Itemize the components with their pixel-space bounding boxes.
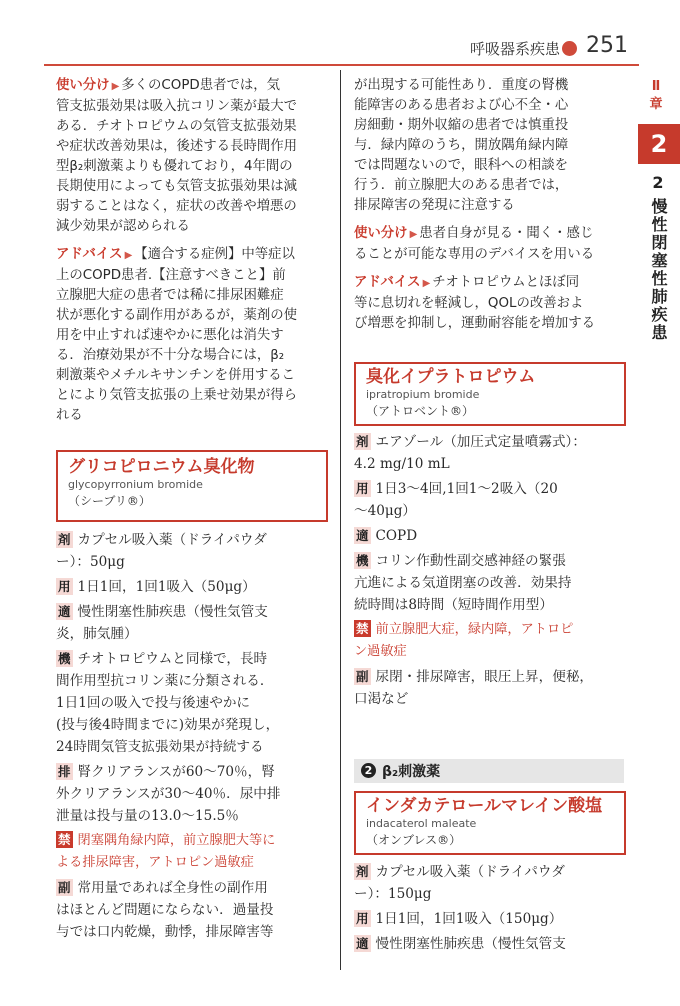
chapter-title-text: 慢性閉塞性肺疾患 bbox=[649, 198, 668, 342]
item-line: 24時間気管支拡張効果が持続する bbox=[56, 739, 264, 755]
item-tag: 用 bbox=[356, 911, 369, 926]
text-line: び増悪を抑制し，運動耐容能を増加する bbox=[354, 316, 596, 331]
header-dot-icon bbox=[562, 41, 577, 56]
text-line: 患者自身が見る・聞く・感じ bbox=[419, 226, 594, 241]
text-line: 房細動・期外収縮の患者では慎重投 bbox=[354, 118, 569, 133]
chapter-title-num: 2 bbox=[652, 173, 664, 192]
text-line: 【適合する症例】中等症以 bbox=[134, 247, 295, 262]
advice-paragraph bbox=[354, 273, 630, 334]
drug-item bbox=[56, 648, 332, 758]
page-number: 251 bbox=[586, 33, 628, 58]
text-line: る．治療効果が不十分な場合には，β₂ bbox=[56, 348, 285, 363]
drug-items bbox=[56, 529, 332, 943]
para-label: アドバイス bbox=[354, 275, 421, 290]
item-line: COPD bbox=[375, 528, 418, 544]
continued-paragraph bbox=[354, 76, 630, 216]
right-column-lower bbox=[354, 791, 630, 958]
text-line: 能障害のある患者および心不全・心 bbox=[354, 98, 569, 113]
drug-item bbox=[56, 830, 332, 874]
drug-item bbox=[56, 761, 332, 827]
item-line: 〜40μg） bbox=[354, 503, 417, 519]
item-line: コリン作動性副交感神経の緊張 bbox=[375, 553, 566, 569]
left-column bbox=[56, 76, 332, 946]
item-line: 泄量は投与量の13.0〜15.5％ bbox=[56, 808, 239, 824]
item-line: ー）：50μg bbox=[56, 554, 125, 570]
item-line: 口渇など bbox=[354, 691, 409, 707]
chapter-part-label: Ⅱ章 bbox=[649, 79, 663, 112]
drug-brand: （オンブレス®） bbox=[366, 833, 462, 847]
text-line: 立腺肥大症の患者では稀に排尿困難症 bbox=[56, 288, 284, 303]
item-line: 続時間は8時間（短時間作用型） bbox=[354, 597, 553, 613]
drug-items bbox=[354, 861, 630, 955]
text-line: 等に息切れを軽減し，QOLの改善およ bbox=[354, 296, 584, 311]
text-line: 与．緑内障のうち，開放隅角緑内障 bbox=[354, 138, 569, 153]
item-line: 亢進による気道閉塞の改善．効果持 bbox=[354, 575, 572, 591]
item-line: 常用量であれば全身性の副作用 bbox=[77, 880, 268, 896]
para-label: 使い分け bbox=[354, 226, 408, 241]
item-tag: 禁 bbox=[58, 832, 71, 847]
item-line: (投与後4時間までに)効果が発現し， bbox=[56, 717, 280, 733]
text-line: では問題ないので，眼科への相談を bbox=[354, 158, 568, 173]
item-line: 1日3〜4回,1回1〜2吸入（20 bbox=[375, 481, 558, 497]
item-tag: 副 bbox=[58, 880, 71, 895]
drug-item bbox=[354, 478, 630, 522]
text-line: チオトロピウムとほぼ同 bbox=[432, 275, 580, 290]
drug-item bbox=[56, 877, 332, 943]
item-tag: 機 bbox=[58, 651, 71, 666]
drug-name-en: glycopyrronium bromide bbox=[68, 478, 203, 491]
drug-item bbox=[56, 601, 332, 645]
item-line: 慢性閉塞性肺疾患（慢性気管支 bbox=[375, 936, 566, 952]
drug-item bbox=[56, 576, 332, 598]
drug-brand: （アトロベント®） bbox=[366, 404, 475, 418]
item-line: 4.2 mg/10 mL bbox=[354, 456, 450, 472]
item-line: チオトロピウムと同様で，長時 bbox=[77, 651, 268, 667]
text-line: ることが可能な専用のデバイスを用いる bbox=[354, 247, 595, 262]
drug-item bbox=[354, 550, 630, 616]
running-header-section: 呼吸器系疾患 bbox=[470, 40, 561, 58]
item-tag: 用 bbox=[58, 579, 71, 594]
section-title: β₂刺激薬 bbox=[382, 764, 441, 780]
drug-name-ja: グリコピロニウム臭化物 bbox=[68, 457, 255, 477]
item-tag: 剤 bbox=[356, 434, 369, 449]
item-line: ン過敏症 bbox=[354, 644, 407, 659]
item-tag: 適 bbox=[58, 604, 71, 619]
item-line: 尿閉・排尿障害，眼圧上昇，便秘， bbox=[375, 669, 594, 685]
para-label: 使い分け bbox=[56, 78, 110, 93]
item-tag: 副 bbox=[356, 669, 369, 684]
text-line: 多くのCOPD患者では，気 bbox=[121, 78, 281, 93]
item-line: 閉塞隅角緑内障，前立腺肥大等に bbox=[77, 833, 276, 848]
item-line: 腎クリアランスが60〜70％，腎 bbox=[77, 764, 275, 780]
text-line: 状が悪化する副作用があるが，薬剤の使 bbox=[56, 308, 298, 323]
text-line: 上のCOPD患者.【注意すべきこと】前 bbox=[56, 268, 286, 283]
drug-item bbox=[354, 619, 630, 663]
text-line: ある．チオトロピウムの気管支拡張効果 bbox=[56, 119, 297, 134]
item-line: 1日1回，1回1吸入（150μg） bbox=[375, 911, 563, 927]
text-line: が出現する可能性あり．重度の腎機 bbox=[354, 78, 569, 93]
item-line: 間作用型抗コリン薬に分類される． bbox=[56, 673, 274, 689]
item-line: カプセル吸入薬（ドライパウダ bbox=[77, 532, 267, 548]
drug-title-box bbox=[354, 791, 626, 855]
text-line: れる bbox=[56, 408, 83, 423]
item-line: 慢性閉塞性肺疾患（慢性気管支 bbox=[77, 604, 268, 620]
triangle-arrow-icon: ▶ bbox=[124, 250, 133, 261]
item-line: 外クリアランスが30〜40％．尿中排 bbox=[56, 786, 281, 802]
text-line: 管支拡張効果は吸入抗コリン薬が最大で bbox=[56, 99, 298, 114]
item-line: ー）：150μg bbox=[354, 886, 432, 902]
text-line: 長期使用によっても気管支拡張効果は減 bbox=[56, 179, 298, 194]
chapter-number-tab: 2 bbox=[638, 124, 680, 164]
item-line: エアゾール（加圧式定量噴霧式）： bbox=[375, 434, 586, 450]
drug-name-ja: インダカテロールマレイン酸塩 bbox=[366, 796, 603, 816]
tsukaiwake-paragraph bbox=[56, 76, 332, 237]
triangle-arrow-icon: ▶ bbox=[111, 81, 120, 92]
item-tag: 剤 bbox=[58, 532, 71, 547]
item-line: 与では口内乾燥，動悸，排尿障害等 bbox=[56, 924, 274, 940]
tsukaiwake-paragraph bbox=[354, 224, 630, 265]
item-line: 炎，肺気腫） bbox=[56, 626, 138, 642]
drug-item bbox=[56, 529, 332, 573]
drug-name-ja: 臭化イプラトロピウム bbox=[366, 367, 536, 387]
text-line: 用を中止すれば速やかに悪化は消失す bbox=[56, 328, 284, 343]
item-line: カプセル吸入薬（ドライパウダ bbox=[375, 864, 565, 880]
drug-brand: （シーブリ®） bbox=[68, 494, 151, 508]
advice-paragraph bbox=[56, 245, 332, 426]
drug-name-en: indacaterol maleate bbox=[366, 817, 477, 830]
text-line: 弱することはなく，症状の改善や増悪の bbox=[56, 199, 297, 214]
header-rule bbox=[44, 64, 639, 66]
text-line: 型β₂刺激薬よりも優れており，4年間の bbox=[56, 159, 293, 174]
para-label: アドバイス bbox=[56, 247, 123, 262]
text-line: 刺激薬やメチルキサンチンを併用するこ bbox=[56, 368, 296, 383]
item-line: 1日1回，1回1吸入（50μg） bbox=[77, 579, 256, 595]
item-line: はほとんど問題にならない．過量投 bbox=[56, 902, 274, 918]
drug-item bbox=[354, 861, 630, 905]
item-line: 前立腺肥大症，緑内障，アトロピ bbox=[375, 622, 574, 637]
item-line: 1日1回の吸入で投与後速やかに bbox=[56, 695, 251, 711]
item-tag: 排 bbox=[58, 764, 71, 779]
section-number-badge: 2 bbox=[361, 763, 376, 778]
item-line: よる排尿障害，アトロピン過敏症 bbox=[56, 855, 254, 870]
triangle-arrow-icon: ▶ bbox=[422, 278, 431, 289]
text-line: 排尿障害の発現に注意する bbox=[354, 198, 515, 213]
drug-item bbox=[354, 666, 630, 710]
item-tag: 機 bbox=[356, 553, 369, 568]
right-column bbox=[354, 76, 630, 713]
item-tag: 剤 bbox=[356, 864, 369, 879]
drug-item bbox=[354, 525, 630, 547]
triangle-arrow-icon: ▶ bbox=[409, 229, 418, 240]
text-line: 減少効果が認められる bbox=[56, 219, 190, 234]
text-line: や症状改善効果は，後述する長時間作用 bbox=[56, 139, 298, 154]
drug-item bbox=[354, 933, 630, 955]
drug-item bbox=[354, 431, 630, 475]
column-divider bbox=[340, 70, 341, 970]
text-line: とにより気管支拡張の上乗せ効果が得ら bbox=[56, 388, 298, 403]
chapter-title-vertical bbox=[644, 172, 672, 342]
item-tag: 適 bbox=[356, 936, 369, 951]
text-line: 行う．前立腺肥大のある患者では， bbox=[354, 178, 569, 193]
item-tag: 適 bbox=[356, 528, 369, 543]
item-tag: 禁 bbox=[356, 621, 369, 636]
drug-title-box bbox=[354, 362, 626, 426]
drug-name-en: ipratropium bromide bbox=[366, 388, 480, 401]
drug-item bbox=[354, 908, 630, 930]
drug-title-box bbox=[56, 450, 328, 522]
drug-items bbox=[354, 431, 630, 710]
item-tag: 用 bbox=[356, 481, 369, 496]
